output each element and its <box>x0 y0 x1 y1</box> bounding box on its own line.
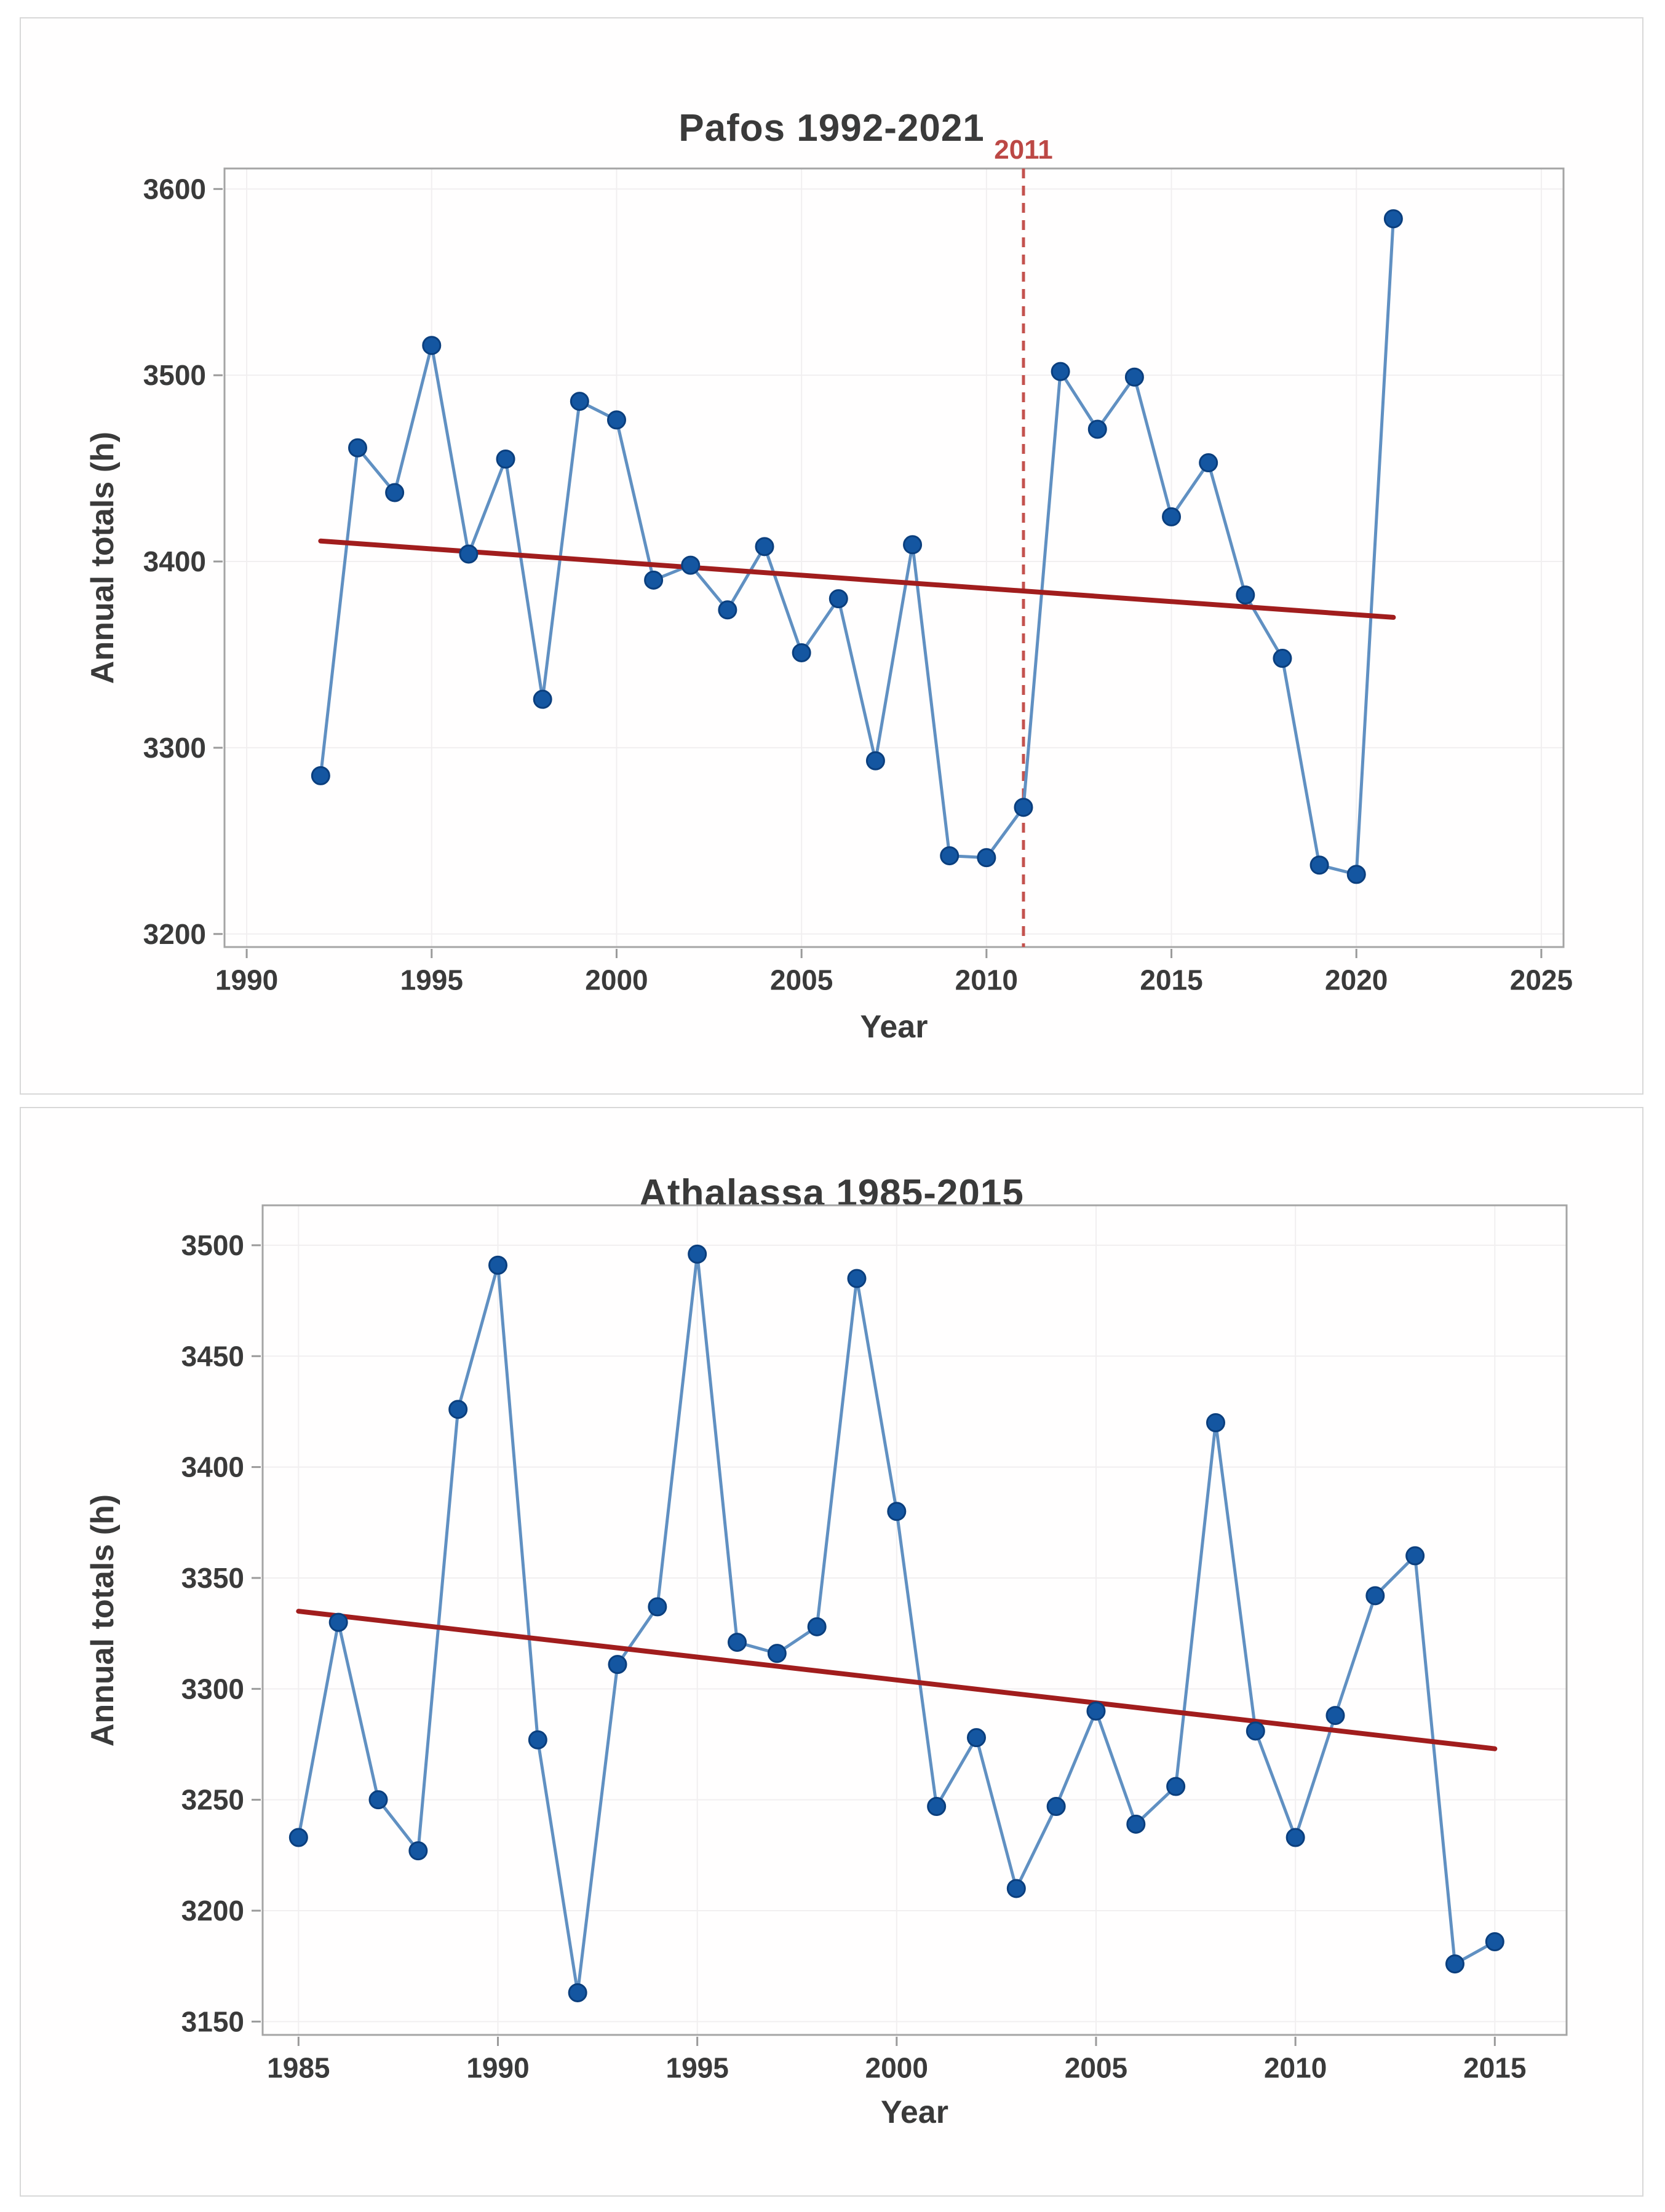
svg-text:1990: 1990 <box>466 2051 530 2084</box>
svg-text:3150: 3150 <box>181 2005 244 2038</box>
athalassa-line-plot <box>21 1108 1642 2195</box>
svg-text:2005: 2005 <box>769 964 833 996</box>
svg-text:2000: 2000 <box>585 964 648 996</box>
svg-text:2025: 2025 <box>1509 964 1573 996</box>
svg-text:2000: 2000 <box>865 2051 928 2084</box>
svg-text:2015: 2015 <box>1463 2051 1527 2084</box>
pafos-line-plot <box>21 18 1642 1093</box>
pafos-x-axis-label: Year <box>860 1009 928 1045</box>
svg-text:2020: 2020 <box>1325 964 1388 996</box>
svg-text:3300: 3300 <box>181 1673 244 1705</box>
svg-text:3450: 3450 <box>181 1340 244 1373</box>
svg-text:2010: 2010 <box>1263 2051 1327 2084</box>
athalassa-x-axis-label: Year <box>881 2095 948 2130</box>
svg-text:2005: 2005 <box>1064 2051 1128 2084</box>
pafos-chart-title: Pafos 1992-2021 <box>678 107 985 150</box>
svg-text:3400: 3400 <box>143 545 206 578</box>
svg-text:1995: 1995 <box>666 2051 729 2084</box>
svg-text:3250: 3250 <box>181 1783 244 1816</box>
svg-text:3600: 3600 <box>143 173 206 205</box>
svg-text:1995: 1995 <box>400 964 463 996</box>
svg-text:3500: 3500 <box>143 359 206 392</box>
svg-text:2015: 2015 <box>1140 964 1203 996</box>
svg-text:2010: 2010 <box>955 964 1019 996</box>
svg-text:3400: 3400 <box>181 1451 244 1483</box>
pafos-y-axis-label: Annual totals (h) <box>85 431 121 684</box>
svg-text:2011: 2011 <box>994 135 1053 165</box>
svg-text:3200: 3200 <box>181 1895 244 1927</box>
svg-text:3500: 3500 <box>181 1229 244 1261</box>
svg-text:3350: 3350 <box>181 1561 244 1594</box>
pafos-chart-panel <box>20 17 1643 1095</box>
svg-text:3200: 3200 <box>143 918 206 950</box>
athalassa-chart-panel <box>20 1107 1643 2197</box>
svg-text:3300: 3300 <box>143 731 206 764</box>
svg-text:1990: 1990 <box>215 964 279 996</box>
athalassa-chart-title: Athalassa 1985-2015 <box>639 1172 1024 1215</box>
svg-text:1985: 1985 <box>267 2051 330 2084</box>
athalassa-y-axis-label: Annual totals (h) <box>85 1494 121 1746</box>
